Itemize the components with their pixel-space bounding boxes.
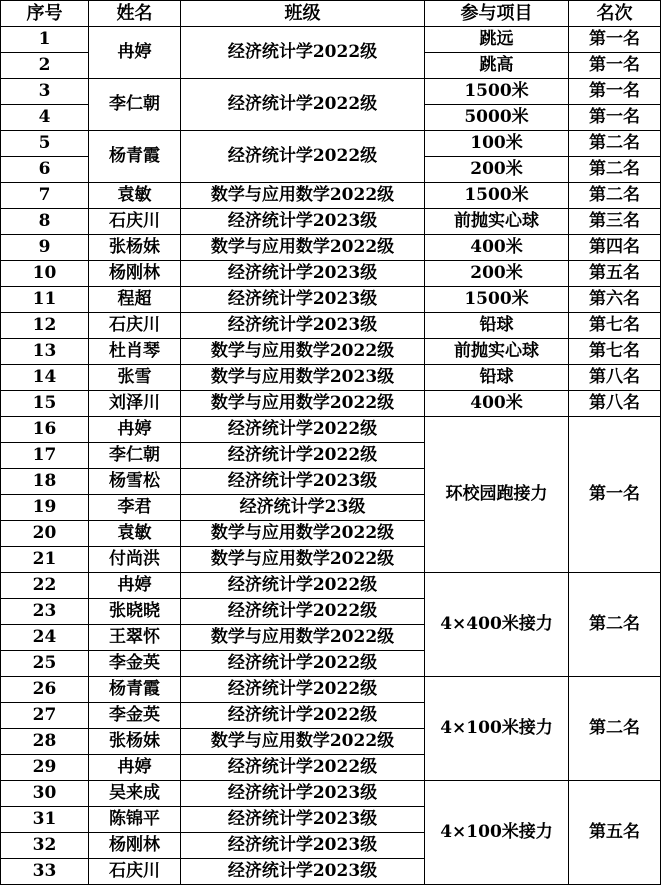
event-cell: 4×100米接力 (425, 677, 569, 781)
event-cell: 1500米 (425, 287, 569, 313)
index-cell: 10 (1, 261, 89, 287)
rank-cell: 第七名 (569, 313, 661, 339)
index-cell: 3 (1, 79, 89, 105)
index-cell: 19 (1, 495, 89, 521)
index-cell: 9 (1, 235, 89, 261)
table-row (1, 365, 661, 391)
header-name: 姓名 (89, 1, 181, 27)
table-row (1, 313, 661, 339)
class-cell: 经济统计学2022级 (181, 703, 425, 729)
rank-cell: 第一名 (569, 105, 661, 131)
name-cell: 李金英 (89, 703, 181, 729)
table-row (1, 573, 661, 599)
name-cell: 杨雪松 (89, 469, 181, 495)
header-rank: 名次 (569, 1, 661, 27)
name-cell: 程超 (89, 287, 181, 313)
name-cell: 杨青霞 (89, 131, 181, 183)
index-cell: 32 (1, 833, 89, 859)
event-cell: 环校园跑接力 (425, 417, 569, 573)
name-cell: 李金英 (89, 651, 181, 677)
name-cell: 李君 (89, 495, 181, 521)
class-cell: 经济统计学2023级 (181, 807, 425, 833)
name-cell: 冉婷 (89, 417, 181, 443)
name-cell: 张雪 (89, 365, 181, 391)
class-cell: 数学与应用数学2023级 (181, 365, 425, 391)
event-cell: 跳远 (425, 27, 569, 53)
index-cell: 14 (1, 365, 89, 391)
table-row (1, 781, 661, 807)
class-cell: 数学与应用数学2022级 (181, 625, 425, 651)
index-cell: 6 (1, 157, 89, 183)
rank-cell: 第五名 (569, 781, 661, 885)
table-row (1, 183, 661, 209)
index-cell: 33 (1, 859, 89, 885)
header-row (1, 1, 661, 27)
index-cell: 24 (1, 625, 89, 651)
table-row (1, 261, 661, 287)
class-cell: 经济统计学2023级 (181, 833, 425, 859)
name-cell: 石庆川 (89, 859, 181, 885)
event-cell: 200米 (425, 157, 569, 183)
name-cell: 石庆川 (89, 209, 181, 235)
rank-cell: 第五名 (569, 261, 661, 287)
rank-cell: 第七名 (569, 339, 661, 365)
class-cell: 经济统计学2022级 (181, 651, 425, 677)
class-cell: 经济统计学23级 (181, 495, 425, 521)
rank-cell: 第一名 (569, 79, 661, 105)
index-cell: 29 (1, 755, 89, 781)
rank-cell: 第八名 (569, 391, 661, 417)
index-cell: 5 (1, 131, 89, 157)
class-cell: 经济统计学2022级 (181, 677, 425, 703)
rank-cell: 第二名 (569, 573, 661, 677)
event-cell: 100米 (425, 131, 569, 157)
rank-cell: 第二名 (569, 157, 661, 183)
index-cell: 30 (1, 781, 89, 807)
rank-cell: 第三名 (569, 209, 661, 235)
class-cell: 经济统计学2022级 (181, 599, 425, 625)
index-cell: 4 (1, 105, 89, 131)
name-cell: 付尚洪 (89, 547, 181, 573)
table-row (1, 27, 661, 53)
name-cell: 杜肖琴 (89, 339, 181, 365)
index-cell: 18 (1, 469, 89, 495)
header-class: 班级 (181, 1, 425, 27)
class-cell: 数学与应用数学2022级 (181, 235, 425, 261)
class-cell: 经济统计学2023级 (181, 781, 425, 807)
name-cell: 冉婷 (89, 27, 181, 79)
name-cell: 冉婷 (89, 755, 181, 781)
class-cell: 经济统计学2023级 (181, 859, 425, 885)
rank-cell: 第八名 (569, 365, 661, 391)
event-cell: 400米 (425, 391, 569, 417)
header-index: 序号 (1, 1, 89, 27)
class-cell: 经济统计学2022级 (181, 573, 425, 599)
index-cell: 28 (1, 729, 89, 755)
index-cell: 27 (1, 703, 89, 729)
name-cell: 李仁朝 (89, 79, 181, 131)
event-cell: 1500米 (425, 183, 569, 209)
event-cell: 铅球 (425, 313, 569, 339)
name-cell: 张杨妹 (89, 235, 181, 261)
class-cell: 经济统计学2023级 (181, 209, 425, 235)
class-cell: 数学与应用数学2022级 (181, 339, 425, 365)
table-row (1, 79, 661, 105)
table-row (1, 391, 661, 417)
class-cell: 经济统计学2022级 (181, 443, 425, 469)
event-cell: 铅球 (425, 365, 569, 391)
index-cell: 26 (1, 677, 89, 703)
table-row (1, 339, 661, 365)
name-cell: 袁敏 (89, 183, 181, 209)
class-cell: 数学与应用数学2022级 (181, 391, 425, 417)
event-cell: 前抛实心球 (425, 339, 569, 365)
index-cell: 23 (1, 599, 89, 625)
table-row (1, 287, 661, 313)
index-cell: 15 (1, 391, 89, 417)
table-row (1, 417, 661, 443)
rank-cell: 第一名 (569, 53, 661, 79)
event-cell: 5000米 (425, 105, 569, 131)
rank-cell: 第二名 (569, 131, 661, 157)
index-cell: 31 (1, 807, 89, 833)
table-row (1, 677, 661, 703)
class-cell: 经济统计学2022级 (181, 417, 425, 443)
index-cell: 2 (1, 53, 89, 79)
index-cell: 11 (1, 287, 89, 313)
event-cell: 4×400米接力 (425, 573, 569, 677)
rank-cell: 第四名 (569, 235, 661, 261)
header-event: 参与项目 (425, 1, 569, 27)
index-cell: 13 (1, 339, 89, 365)
class-cell: 经济统计学2023级 (181, 469, 425, 495)
rank-cell: 第一名 (569, 27, 661, 53)
class-cell: 经济统计学2022级 (181, 755, 425, 781)
name-cell: 袁敏 (89, 521, 181, 547)
name-cell: 王翠怀 (89, 625, 181, 651)
index-cell: 17 (1, 443, 89, 469)
class-cell: 经济统计学2023级 (181, 261, 425, 287)
event-cell: 200米 (425, 261, 569, 287)
class-cell: 经济统计学2023级 (181, 287, 425, 313)
name-cell: 杨刚林 (89, 261, 181, 287)
class-cell: 经济统计学2022级 (181, 79, 425, 131)
index-cell: 21 (1, 547, 89, 573)
name-cell: 冉婷 (89, 573, 181, 599)
event-cell: 4×100米接力 (425, 781, 569, 885)
index-cell: 25 (1, 651, 89, 677)
event-cell: 1500米 (425, 79, 569, 105)
table-row (1, 235, 661, 261)
index-cell: 1 (1, 27, 89, 53)
class-cell: 数学与应用数学2022级 (181, 547, 425, 573)
class-cell: 经济统计学2022级 (181, 131, 425, 183)
name-cell: 李仁朝 (89, 443, 181, 469)
class-cell: 数学与应用数学2022级 (181, 521, 425, 547)
name-cell: 陈锦平 (89, 807, 181, 833)
index-cell: 8 (1, 209, 89, 235)
event-cell: 前抛实心球 (425, 209, 569, 235)
index-cell: 16 (1, 417, 89, 443)
class-cell: 经济统计学2022级 (181, 27, 425, 79)
event-cell: 400米 (425, 235, 569, 261)
rank-cell: 第二名 (569, 183, 661, 209)
name-cell: 石庆川 (89, 313, 181, 339)
name-cell: 杨刚林 (89, 833, 181, 859)
event-cell: 跳高 (425, 53, 569, 79)
table-row (1, 131, 661, 157)
rank-cell: 第二名 (569, 677, 661, 781)
class-cell: 数学与应用数学2022级 (181, 183, 425, 209)
class-cell: 数学与应用数学2022级 (181, 729, 425, 755)
table-row (1, 209, 661, 235)
name-cell: 刘泽川 (89, 391, 181, 417)
rank-cell: 第六名 (569, 287, 661, 313)
name-cell: 张晓晓 (89, 599, 181, 625)
index-cell: 20 (1, 521, 89, 547)
index-cell: 7 (1, 183, 89, 209)
name-cell: 吴来成 (89, 781, 181, 807)
name-cell: 张杨妹 (89, 729, 181, 755)
rank-cell: 第一名 (569, 417, 661, 573)
index-cell: 12 (1, 313, 89, 339)
class-cell: 经济统计学2023级 (181, 313, 425, 339)
name-cell: 杨青霞 (89, 677, 181, 703)
index-cell: 22 (1, 573, 89, 599)
